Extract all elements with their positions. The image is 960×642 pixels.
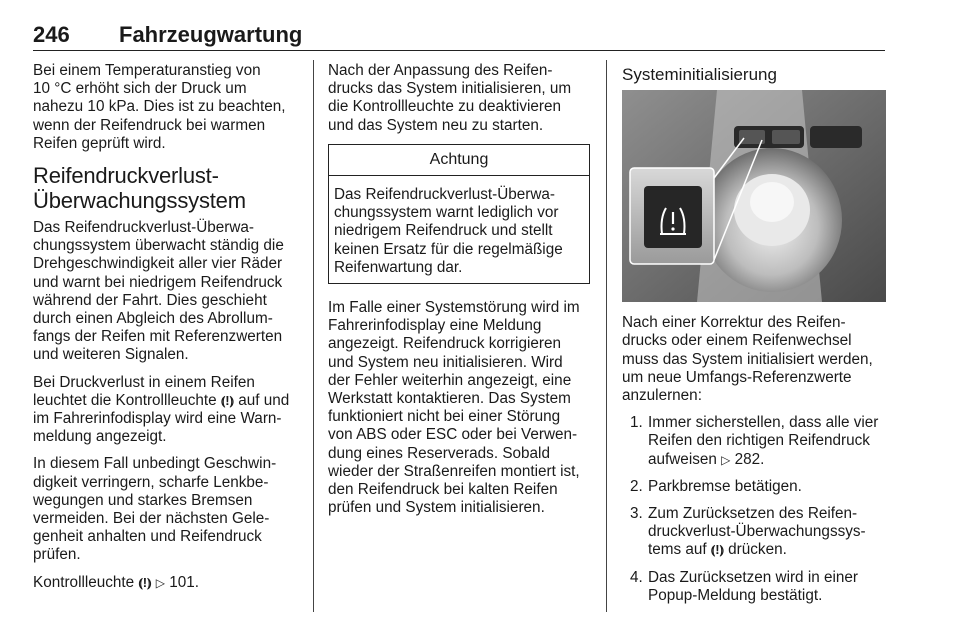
page-header [33, 22, 885, 51]
tire-pressure-warning-icon: ⦅!⦆ [138, 574, 152, 590]
subsection-heading: Systeminitialisierung [622, 65, 777, 84]
column-2 [328, 62, 590, 526]
list-item: 3. Zum Zurücksetzen des Reifen- druckverlust-Überwachungssys- tems auf ⦅!⦆ drücken. [630, 505, 866, 559]
paragraph-pressure-loss: Bei Druckverlust in einem Reifen leuchtet die Kontrollleuchte ⦅!⦆ auf und im Fahrerinfodisplay wird eine Warn- meldung angezeigt. [33, 373, 290, 446]
page-number: 246 [33, 22, 70, 47]
caution-title: Achtung [329, 145, 589, 176]
page-reference-link[interactable]: 282. [734, 450, 765, 468]
column-divider [606, 60, 607, 612]
paragraph-indicator-reference: Kontrollleuchte ⦅!⦆ ▷ 101. [33, 573, 199, 591]
column-divider [313, 60, 314, 612]
list-item: 2. Parkbremse betätigen. [630, 477, 802, 495]
list-item: 4. Das Zurücksetzen wird in einer Popup-Meldung bestätigt. [630, 568, 858, 604]
paragraph-description: Das Reifendruckverlust-Überwa- chungssystem überwacht ständig die Drehgeschwindigkeit aller vier Räder und warnt bei niedrigem Reifendruck während der Fahrt. Dies geschieht durch einen Abgleich des Abrollum- fangs der Reifen mit Referenzwerten und weiteren Signalen. [33, 219, 284, 364]
console-switch-illustration [622, 90, 886, 302]
page-title: Fahrzeugwartung [119, 22, 303, 47]
caution-text: Das Reifendruckverlust-Überwa- chungssystem warnt lediglich vor niedrigem Reifendruck und stellt keinen Ersatz für die regelmäßige Reifenwartung dar. [334, 186, 563, 276]
paragraph-initialize: Nach der Anpassung des Reifen- drucks das System initialisieren, um die Kontrollleuchte zu deaktivieren und das System neu zu starten. [328, 62, 572, 134]
column-3 [622, 62, 888, 614]
page-reference-link[interactable]: 101. [169, 573, 199, 591]
tire-pressure-warning-icon: ⦅!⦆ [220, 392, 234, 408]
paragraph-initialization: Nach einer Korrektur des Reifen- drucks oder einem Reifenwechsel muss das System initialisiert werden, um neue Umfangs-Referenzwerte anzulernen: [622, 314, 873, 405]
paragraph-malfunction: Im Falle einer Systemstörung wird im Fahrerinfodisplay eine Meldung angezeigt. Reifendruck korrigieren und System neu initialisieren. Wird der Fehler weiterhin angezeigt, eine Werkstatt kontaktieren. Das System funktioniert nicht bei einer Störung von ABS oder ESC oder bei Verwen- dung eines Reserverads. Sobald wieder der Straßenreifen montiert ist, den Reifendruck bei kalten Reifen prüfen und System initialisieren. [328, 299, 580, 517]
paragraph-instruction: In diesem Fall unbedingt Geschwin- digkeit verringern, scharfe Lenkbe- wegungen und starkes Bremsen vermeiden. Bei der nächsten Gele- genheit anhalten und Reifendruck prüfen. [33, 455, 277, 564]
center-console-illustration [622, 90, 886, 302]
list-item: 1. Immer sicherstellen, dass alle vier Reifen den richtigen Reifendruck aufweisen ▷ 282. [630, 414, 879, 468]
section-heading: Reifendruckverlust- Überwachungssystem [33, 163, 246, 214]
page-reference-arrow-icon: ▷ [155, 575, 165, 590]
initialization-steps [622, 414, 888, 605]
caution-box [328, 144, 590, 284]
page-reference-arrow-icon: ▷ [721, 452, 731, 467]
column-1 [33, 62, 299, 601]
paragraph-temperature: Bei einem Temperaturanstieg von 10 °C erhöht sich der Druck um nahezu 10 kPa. Dies ist zu beachten, wenn der Reifendruck bei warmen Reifen geprüft wird. [33, 62, 286, 152]
tire-pressure-warning-icon: ⦅!⦆ [710, 542, 724, 558]
